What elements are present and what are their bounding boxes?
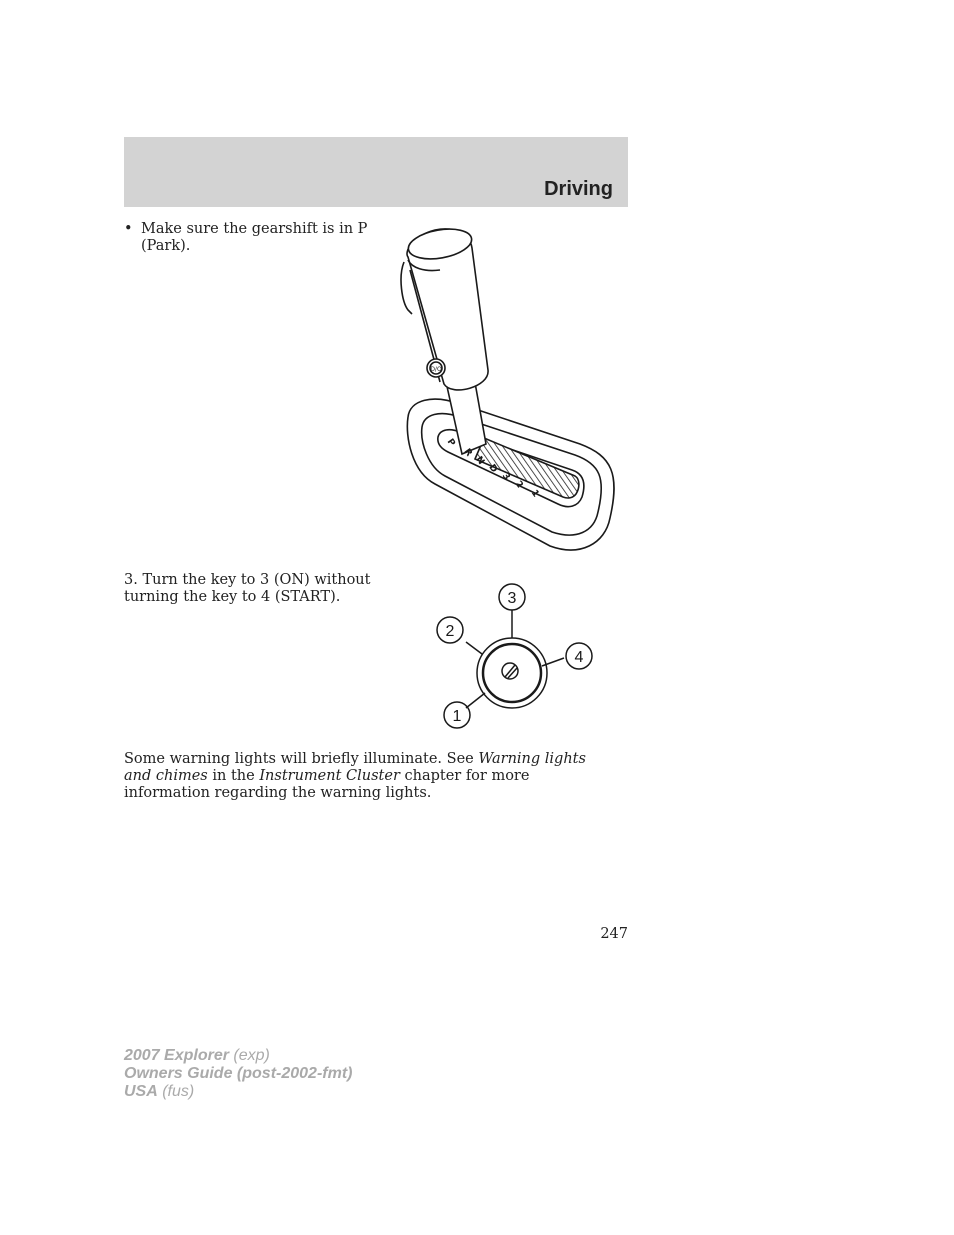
footer-model-code: (exp) (228, 1047, 270, 1064)
footer-guide-type: Owners Guide (post-2002-fmt) (124, 1065, 353, 1082)
warning-lights-paragraph (124, 751, 604, 802)
position-4-label: 4 (574, 649, 584, 666)
bullet-item (124, 221, 381, 255)
position-3-label: 3 (507, 590, 517, 607)
ignition-illustration (430, 578, 600, 733)
footer-line-2 (124, 1065, 352, 1083)
paragraph-text: Some warning lights will briefly illuminate. See (124, 751, 479, 767)
gear-letter-p: P (444, 437, 457, 449)
step-3-text: 3. Turn the key to 3 (ON) without turning the key to 4 (START). (124, 572, 371, 605)
paragraph-text: chapter for more information regarding the warning lights. (124, 768, 530, 801)
gearshift-illustration (400, 222, 620, 557)
page-number: 247 (600, 926, 628, 942)
footer-market: USA (124, 1083, 158, 1100)
instrument-cluster-reference: Instrument Cluster (259, 768, 400, 784)
position-2-label: 2 (445, 623, 455, 640)
footer-line-1 (124, 1047, 352, 1065)
section-header-band (124, 137, 628, 207)
bullet-text: Make sure the gearshift is in P (Park). (141, 221, 368, 254)
position-1-label: 1 (452, 708, 462, 725)
overdrive-button-label: D/O (430, 366, 442, 373)
warning-lights-reference: Warning lights and chimes (124, 751, 586, 784)
footer-line-3 (124, 1083, 352, 1101)
gear-letter-2: 2 (512, 479, 525, 491)
gear-letter-1: 1 (528, 488, 541, 500)
gear-letter-r: R (461, 447, 474, 459)
footer-document-info (124, 1047, 352, 1101)
gear-letter-d: D (486, 462, 499, 475)
gear-letter-n: N (473, 454, 486, 467)
bullet-marker: • (124, 221, 133, 237)
footer-market-code: (fus) (157, 1083, 195, 1100)
gear-letter-3: 3 (499, 471, 512, 483)
paragraph-text: in the (207, 768, 260, 784)
section-title: Driving (544, 178, 613, 200)
footer-model: 2007 Explorer (124, 1047, 229, 1064)
